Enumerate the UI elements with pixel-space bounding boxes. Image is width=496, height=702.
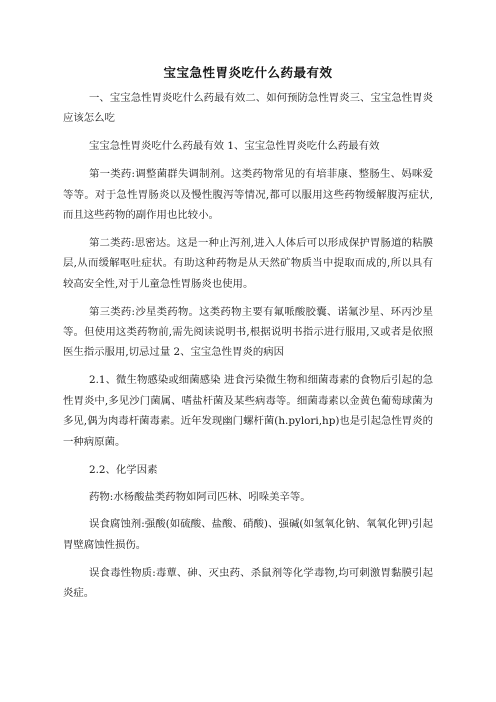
paragraph-drug-type-2: 第二类药:思密达。这是一种止泻剂,进入人体后可以形成保护胃肠道的粘膜层,从而缓解呕吐症状。有助这种药物是从天然矿物质当中提取而成的,所以具有较高安全性,对于儿童急性胃肠炎也使用。 — [63, 236, 433, 290]
paragraph-drug-type-1: 第一类药:调整菌群失调制剂。这类药物常见的有培菲康、整肠生、妈咪爱等等。对于急性胃肠炎以及慢性腹泻等情况,都可以服用这些药物缓解腹泻症状,而且这些药物的副作用也比较小。 — [63, 168, 433, 222]
paragraph-section-heading: 宝宝急性胃炎吃什么药最有效 1、宝宝急性胃炎吃什么药最有效 — [89, 140, 380, 153]
paragraph-drug-type-3: 第三类药:沙星类药物。这类药物主要有氟哌酸胶囊、诺氟沙星、环丙沙星等。但使用这类药物前,需先阅读说明书,根据说明书指示进行服用,又或者是依照医生指示服用,切忌过量 2、宝宝急性胃炎的病因 — [63, 305, 433, 359]
paragraph-cause-drugs: 药物:水杨酸盐类药物如阿司匹林、吲哚美辛等。 — [89, 490, 311, 503]
document-body — [63, 88, 433, 611]
paragraph-cause-corrosive: 误食腐蚀剂:强酸(如硫酸、盐酸、硝酸)、强碱(如氢氧化钠、氧氧化钾)引起胃壁腐蚀性损伤。 — [63, 518, 433, 551]
paragraph-cause-infection: 2.1、微生物感染或细菌感染 进食污染微生物和细菌毒素的食物后引起的急性胃炎中,多见沙门菌属、嗜盐杆菌及某些病毒等。细菌毒素以金黄色葡萄球菌为多见,偶为肉毒杆菌毒素。近年发现幽门螺杆菌(h.pylori,hp)也是引起急性胃炎的一种病原菌。 — [63, 374, 433, 448]
paragraph-outline: 一、宝宝急性胃炎吃什么药最有效二、如何预防急性胃炎三、宝宝急性胃炎应该怎么吃 — [63, 92, 433, 125]
paragraph-cause-chemical-heading: 2.2、化学因素 — [89, 463, 158, 476]
paragraph-cause-toxins: 误食毒性物质:毒蕈、砷、灭虫药、杀鼠剂等化学毒物,均可刺激胃黏膜引起炎症。 — [63, 566, 433, 600]
document-title: 宝宝急性胃炎吃什么药最有效 — [163, 65, 333, 80]
